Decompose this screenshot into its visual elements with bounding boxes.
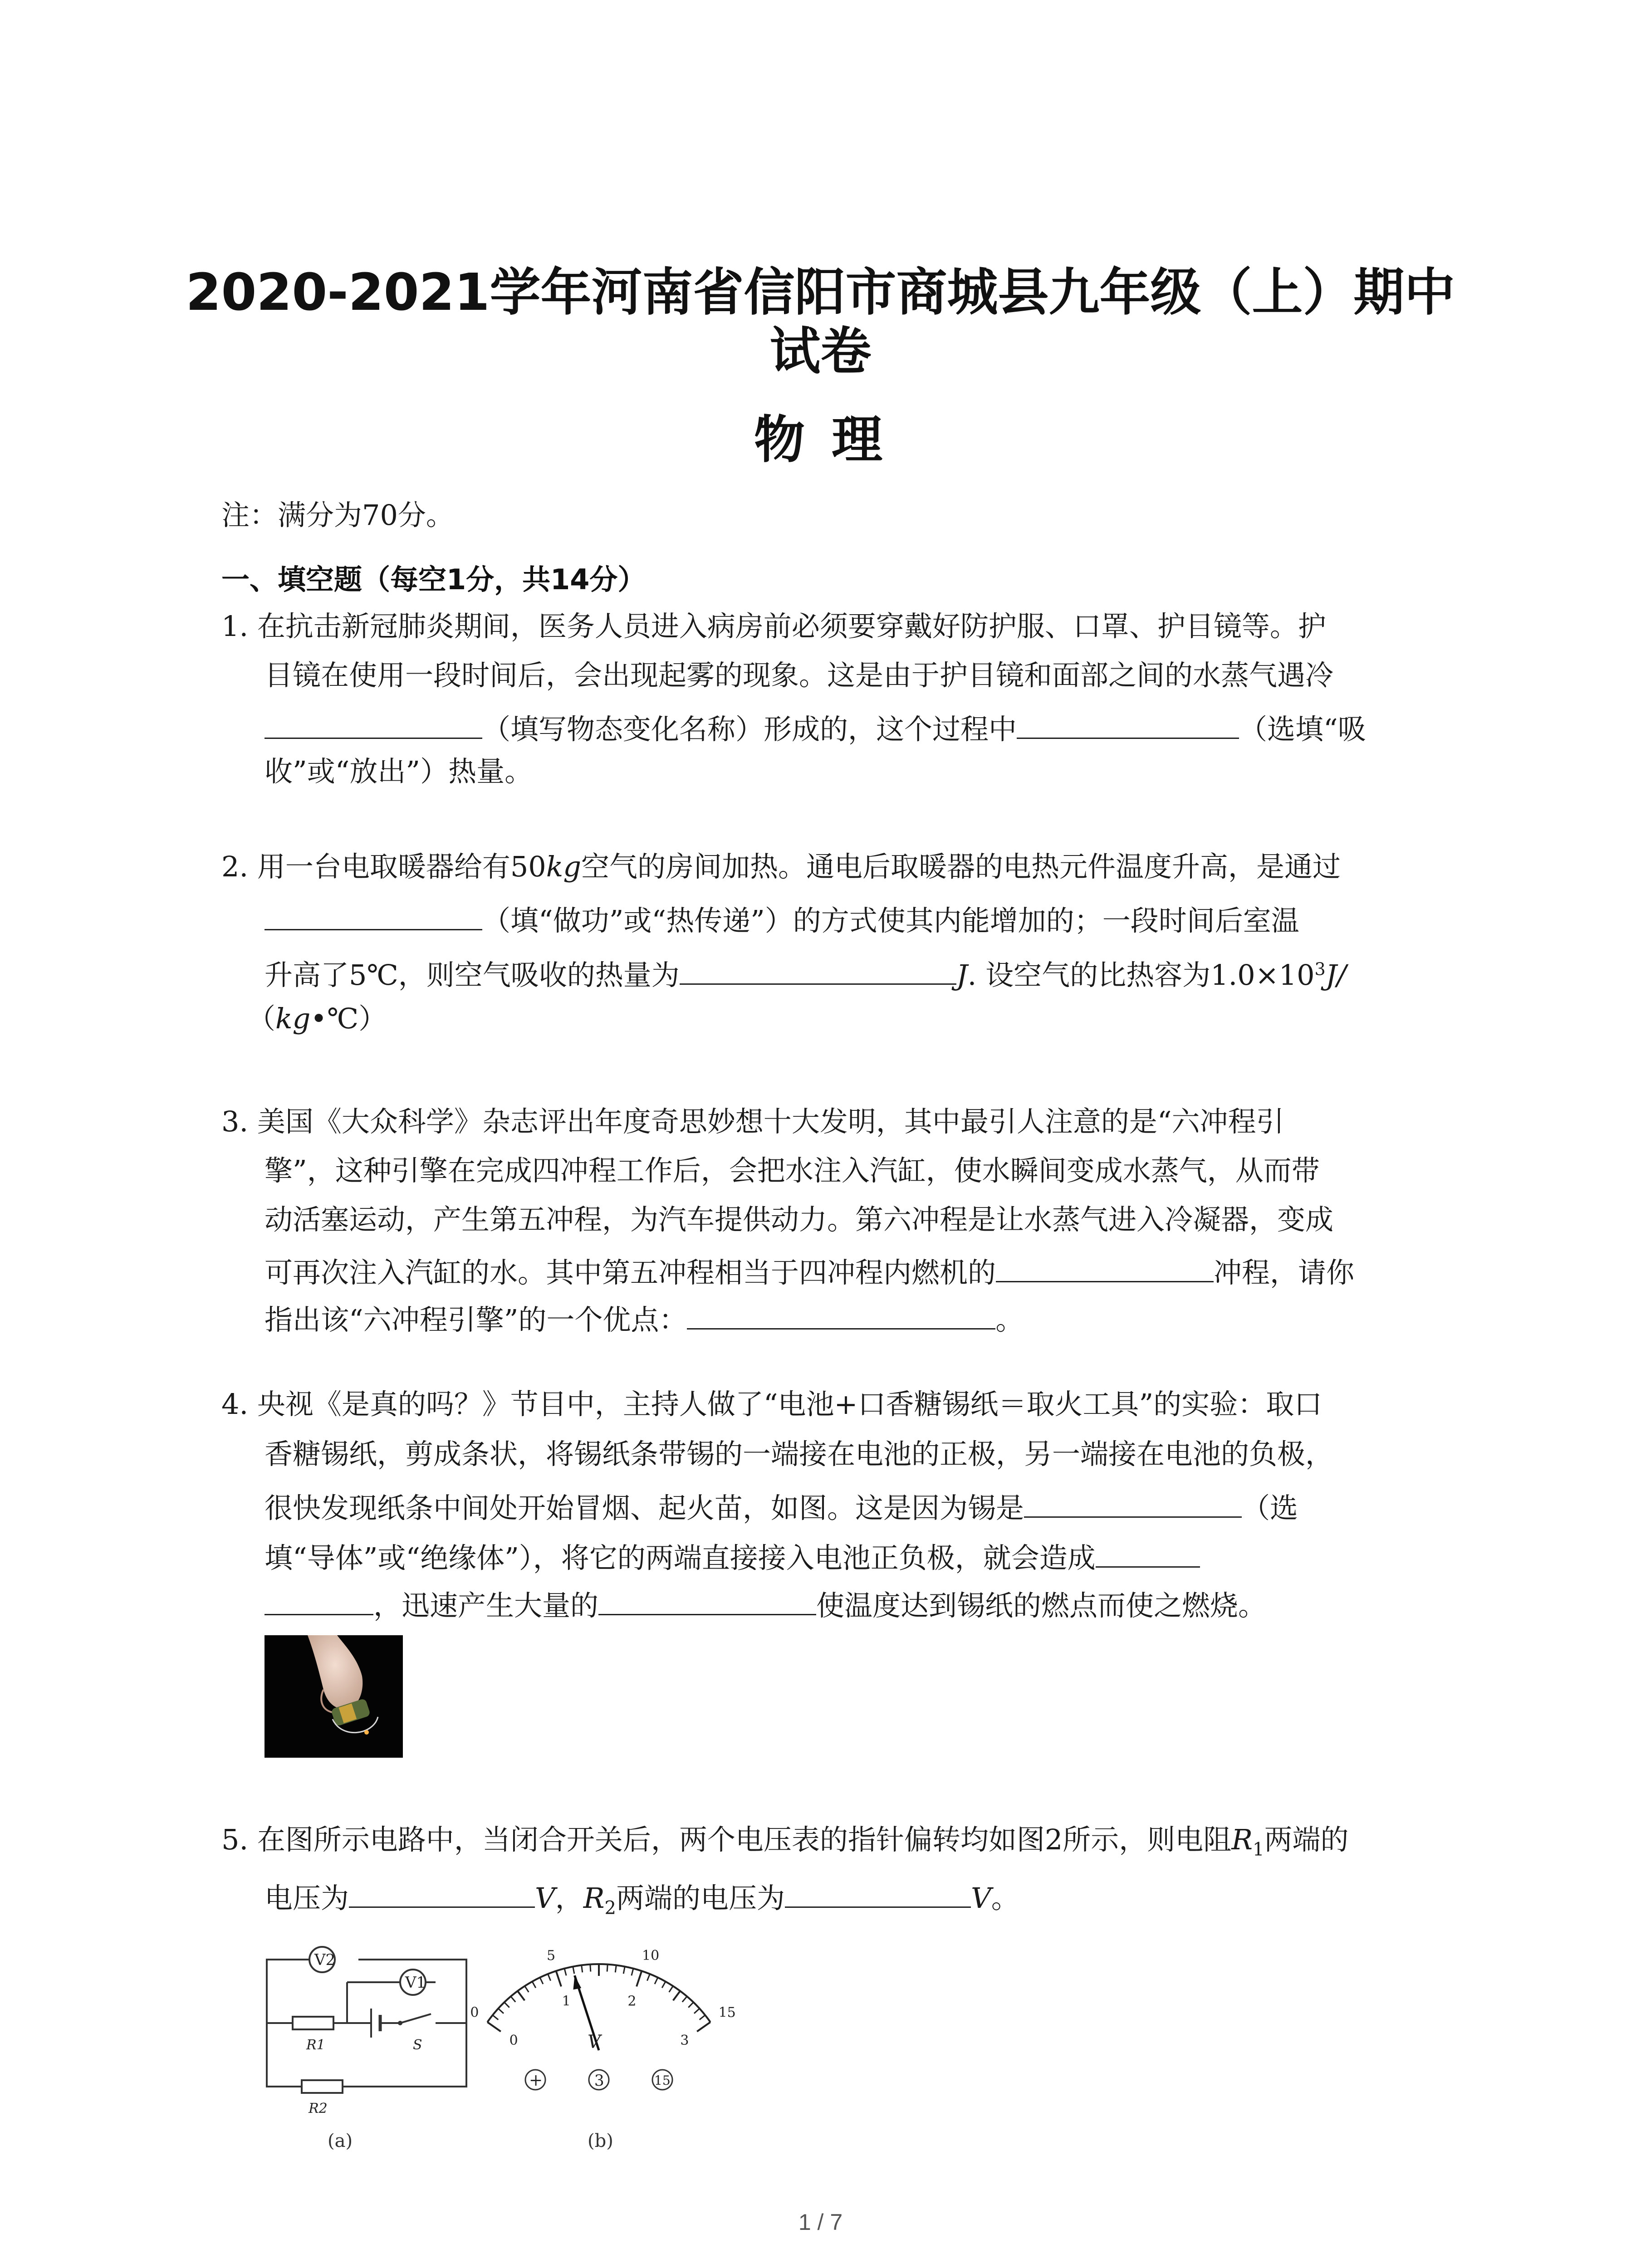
dial-tick (590, 1965, 591, 1972)
inner-tick-label: 2 (627, 1993, 637, 2009)
battery (370, 2009, 381, 2038)
dial-tick (511, 1996, 515, 2002)
q4-line3: 很快发现纸条中间处开始冒烟、起火苗，如图。这是因为锡是 （选 (265, 1490, 1298, 1522)
dial-tick (498, 2009, 504, 2014)
dial-tick (688, 2002, 693, 2008)
subject-heading: 物 理 (754, 411, 887, 469)
circuit-diagram (263, 1932, 472, 2123)
q1-line3: （填写物态变化名称）形成的，这个过程中 （选填“吸 (265, 711, 1366, 743)
q4-line5: ，迅速产生大量的 使温度达到锡纸的燃点而使之燃烧。 (265, 1588, 1266, 1620)
q4-line4: 填“导体”或“绝缘体”），将它的两端直接接入电池正负极，就会造成 (265, 1540, 1200, 1572)
q5-line2: 电压为 V，$R_2$两端的电压为 V。 (265, 1880, 1019, 1917)
dial-tick (564, 1969, 566, 1975)
answer-blank[interactable] (687, 1302, 995, 1330)
dial-tick (493, 2015, 498, 2020)
answer-blank[interactable] (265, 711, 482, 739)
circuit-caption: (a) (328, 2131, 353, 2151)
q2-line2: （填“做功”或“热传递”）的方式使其内能增加的；一段时间后室温 (265, 903, 1299, 935)
answer-blank[interactable] (1096, 1540, 1200, 1568)
dial-tick (487, 2022, 500, 2032)
outer-tick-label: 10 (642, 1947, 660, 1964)
resistor-r2 (302, 2080, 343, 2116)
dial-tick (582, 1965, 583, 1972)
outer-tick-label: 15 (718, 2004, 736, 2021)
inner-tick-label: 1 (562, 1993, 571, 2009)
dial-tick (655, 1978, 658, 1984)
resistor-r1 (293, 2017, 333, 2053)
terminal-3 (589, 2070, 609, 2090)
terminal-15 (652, 2070, 672, 2090)
dial-tick (532, 1981, 536, 1988)
q1-line2: 目镜在使用一段时间后，会出现起雾的现象。这是由于护目镜和面部之间的水蒸气遇冷 (265, 659, 1334, 692)
v2-label: V2 (314, 1951, 336, 1969)
answer-blank[interactable] (265, 903, 482, 930)
q3-line3: 动活塞运动，产生第五冲程，为汽车提供动力。第六冲程是让水蒸气进入冷凝器，变成 (265, 1203, 1334, 1236)
q1-line4: 收”或“放出”）热量。 (265, 755, 533, 788)
terminal-plus (525, 2070, 545, 2090)
answer-blank[interactable] (1017, 711, 1239, 739)
q5-line1: 5. 在图所示电路中，当闭合开关后，两个电压表的指针偏转均如图2所示，则电阻$R_1$两端的 (221, 1823, 1349, 1860)
q3-line5: 指出该“六冲程引擎”的一个优点： 。 (265, 1302, 1024, 1334)
q1-line1: 1. 在抗击新冠肺炎期间，医务人员进入病房前必须要穿戴好防护服、口罩、护目镜等。护 (221, 610, 1326, 643)
dial-tick (548, 1974, 551, 1981)
dial-tick (694, 2009, 700, 2014)
dial-tick (647, 1974, 650, 1981)
q2-line4: （kg•℃） (247, 1002, 387, 1035)
dial-tick (632, 1969, 633, 1975)
dial-tick (525, 1986, 529, 1992)
answer-blank[interactable] (349, 1880, 535, 1908)
section-heading: 一、填空题（每空1分，共14分） (221, 563, 646, 596)
outer-tick-label: 5 (546, 1947, 556, 1964)
dial-tick (682, 1996, 687, 2002)
dial-tick (518, 1991, 525, 2000)
dial-tick (673, 1991, 681, 2000)
svg-text:3: 3 (594, 2072, 604, 2090)
voltmeter-v1 (400, 1970, 426, 1995)
dial-tick (573, 1967, 574, 1974)
voltmeter-dial (472, 1910, 753, 2100)
dial-tick (556, 1971, 561, 1986)
dial-tick (540, 1978, 543, 1984)
document-title: 2020-2021学年河南省信阳市商城县九年级（上）期中 (186, 263, 1455, 322)
dial-tick (697, 2022, 710, 2032)
dial-tick (637, 1971, 642, 1986)
q2-line1: 2. 用一台电取暖器给有50kg空气的房间加热。通电后取暖器的电热元件温度升高，是通过 (221, 850, 1341, 883)
meter-pointer-head (573, 1975, 581, 1989)
voltmeter-v2 (309, 1947, 358, 1972)
q3-line2: 擎”，这种引擎在完成四冲程工作后，会把水注入汽缸，使水瞬间变成水蒸气，从而带 (265, 1154, 1320, 1187)
switch-label: S (413, 2037, 422, 2053)
q4-line1: 4. 央视《是真的吗？》节目中，主持人做了“电池+口香糖锡纸＝取火工具”的实验：取口 (221, 1388, 1323, 1421)
meter-unit: V (588, 2032, 601, 2053)
v1-label: V1 (405, 1974, 426, 1992)
outer-tick-label: 0 (470, 2004, 479, 2021)
answer-blank[interactable] (785, 1880, 971, 1908)
dial-scale (487, 1964, 710, 2032)
svg-text:15: 15 (654, 2073, 671, 2088)
page-number: 1 / 7 (798, 2209, 843, 2235)
r2-label: R2 (309, 2101, 328, 2116)
answer-blank[interactable] (598, 1588, 816, 1615)
answer-blank[interactable] (996, 1255, 1214, 1282)
outer-scale-labels (470, 1948, 735, 2020)
q4-line2: 香糖锡纸，剪成条状，将锡纸条带锡的一端接在电池的正极，另一端接在电池的负极， (265, 1437, 1334, 1471)
q3-line4: 可再次注入汽缸的水。其中第五冲程相当于四冲程内燃机的 冲程，请你 (265, 1255, 1354, 1287)
q3-line1: 3. 美国《大众科学》杂志评出年度奇思妙想十大发明，其中最引人注意的是“六冲程引 (221, 1105, 1284, 1138)
answer-blank[interactable] (680, 957, 956, 985)
dial-tick (662, 1981, 666, 1988)
dial-tick (505, 2002, 509, 2008)
dial-tick (700, 2015, 705, 2020)
answer-blank[interactable] (1024, 1490, 1242, 1518)
q2-line3: 升高了5℃，则空气吸收的热量为 J. 设空气的比热容为$1.0\times 10^3J/$ (265, 957, 1346, 989)
svg-text:+: + (529, 2071, 543, 2090)
switch (398, 2014, 436, 2053)
r1-label: R1 (306, 2037, 325, 2053)
inner-tick-label: 3 (680, 2033, 689, 2049)
document-title-line2: 试卷 (769, 322, 872, 381)
dial-tick (669, 1986, 673, 1992)
score-note: 注：满分为70分。 (221, 499, 454, 532)
dial-tick (615, 1965, 616, 1972)
dial-tick (623, 1967, 625, 1974)
answer-blank-cont[interactable] (265, 1588, 373, 1615)
meter-caption: (b) (588, 2131, 613, 2151)
inner-tick-label: 0 (509, 2033, 518, 2049)
foil-experiment-photo (265, 1635, 403, 1758)
